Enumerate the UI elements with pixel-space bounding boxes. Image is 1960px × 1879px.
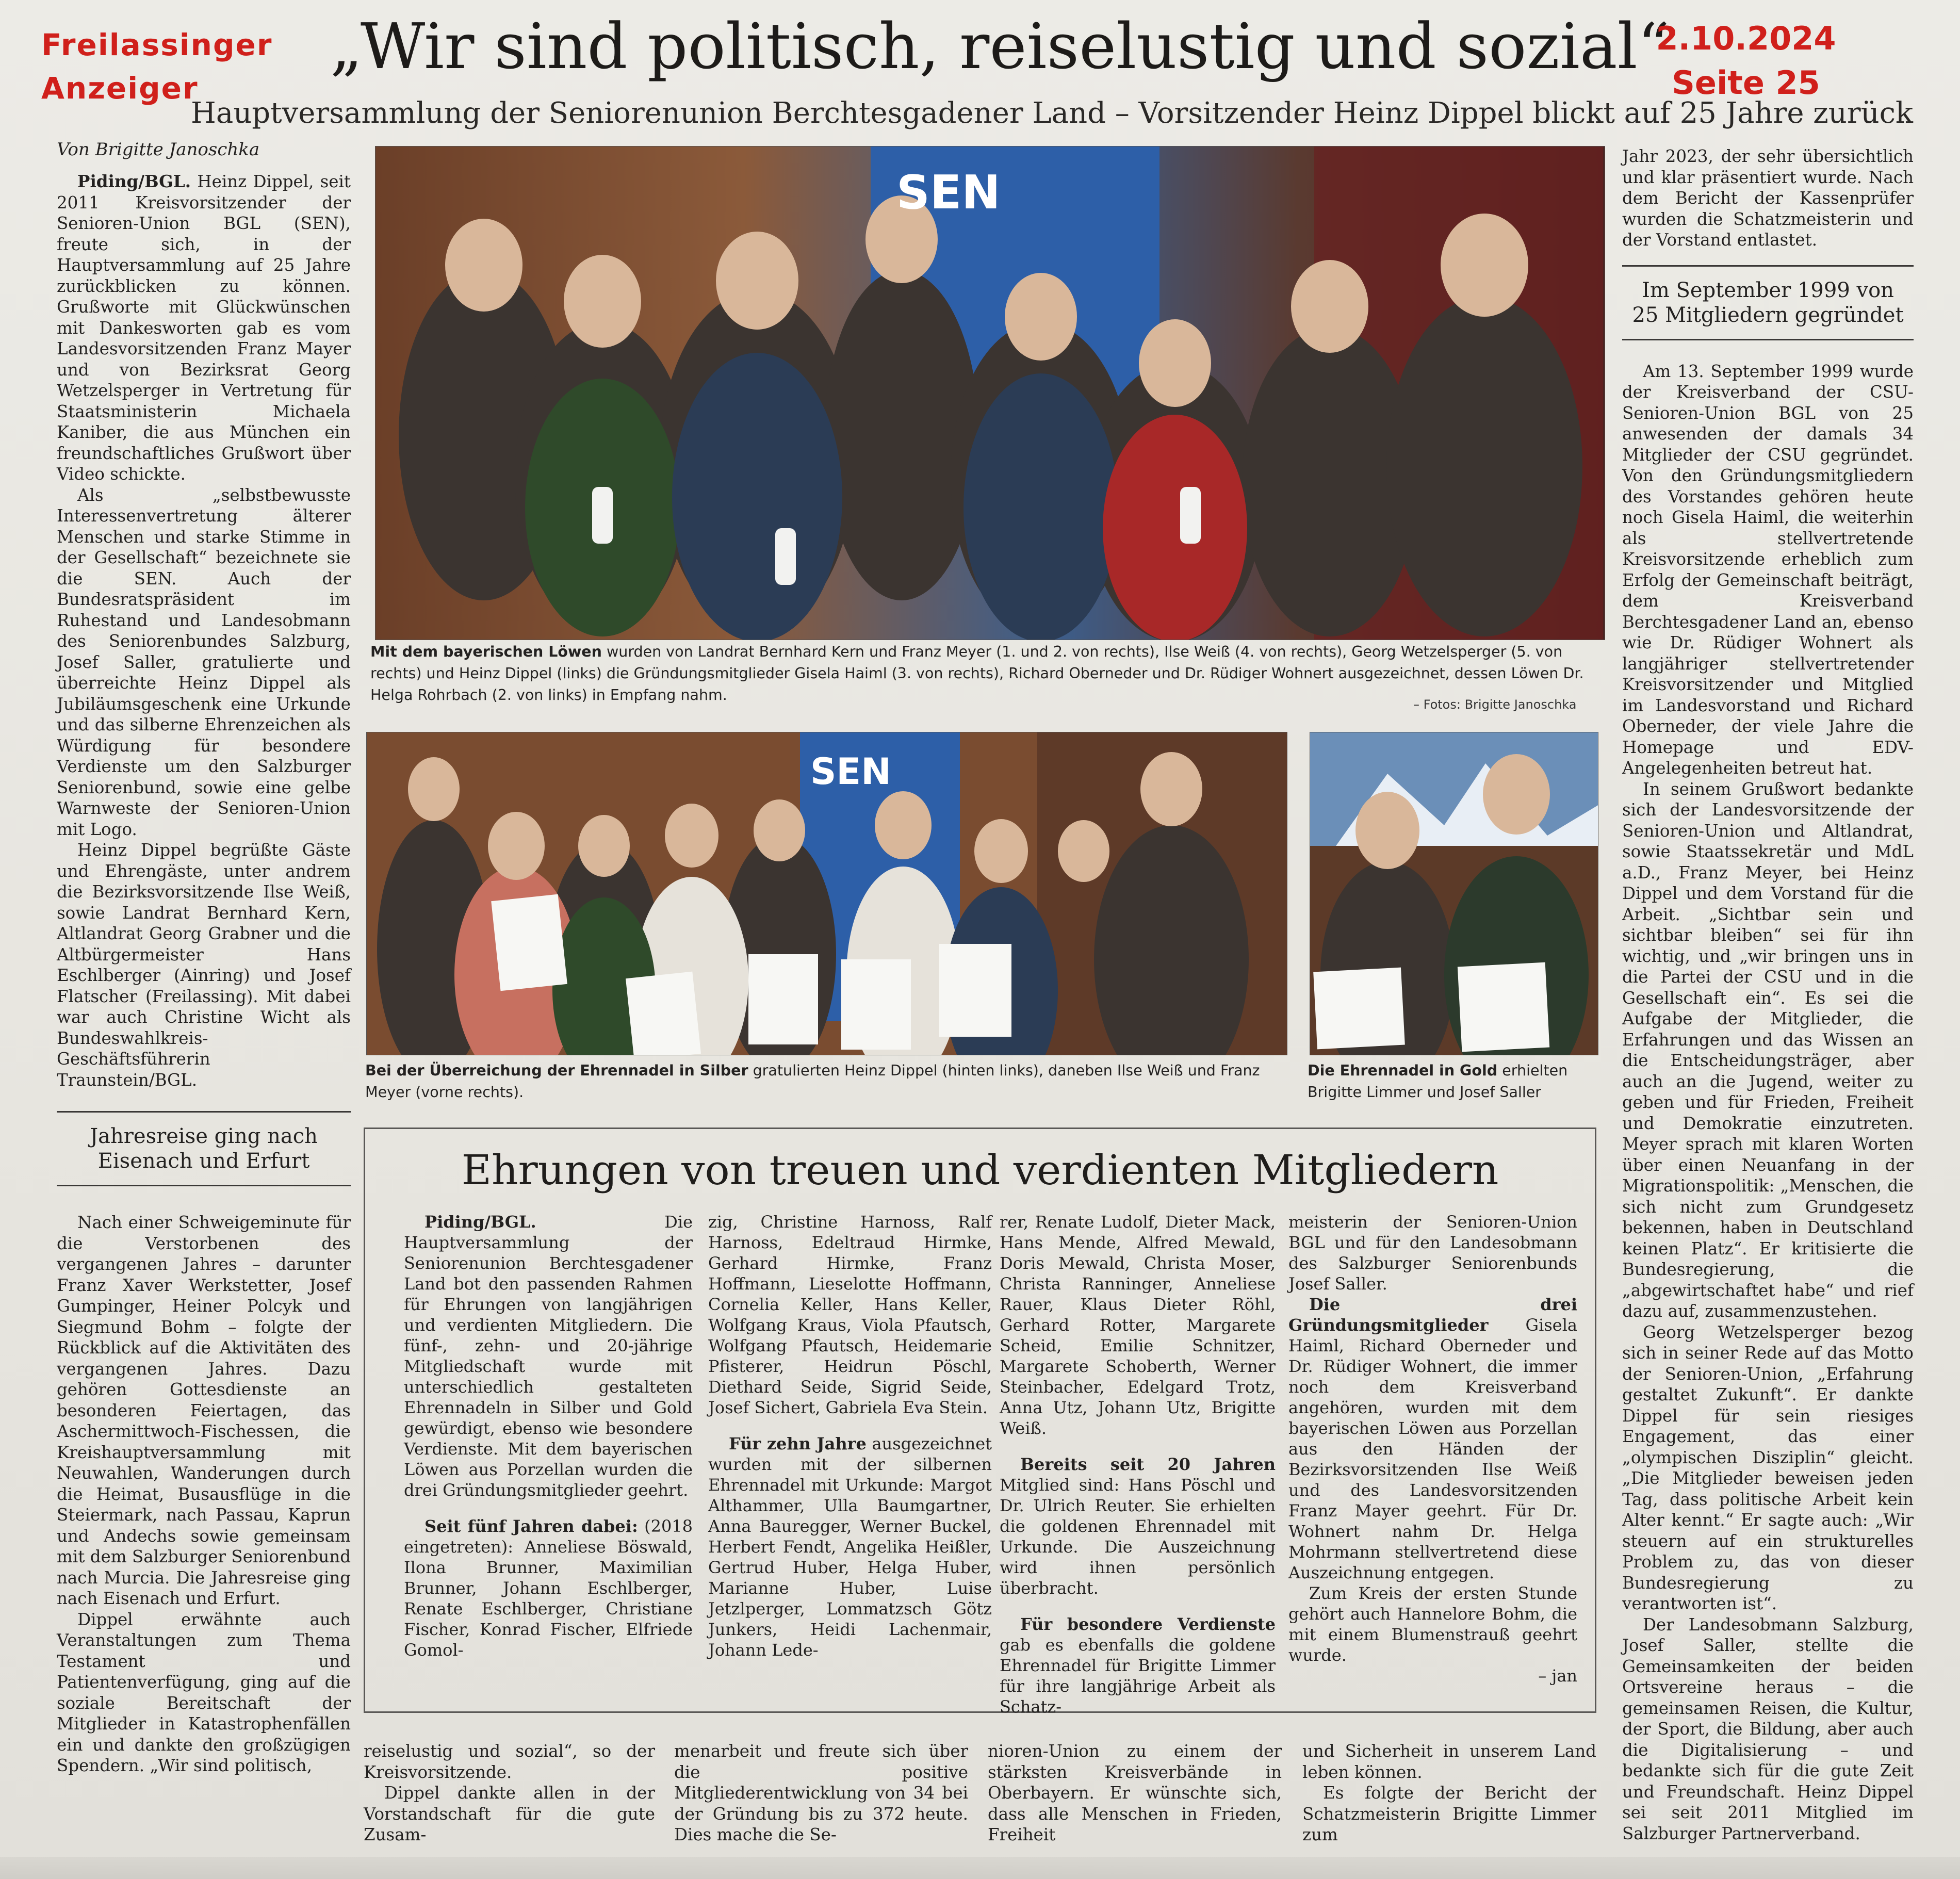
paragraph: [1288, 1294, 1577, 1583]
bottom-column-2: [674, 1741, 968, 1845]
paragraph: reiselustig und sozial“, so der Kreisvorsitzende.: [364, 1741, 655, 1782]
section-subhead: Im September 1999 von 25 Mitgliedern gegründet: [1622, 265, 1914, 340]
paragraph: rer, Renate Ludolf, Dieter Mack, Hans Mende, Alfred Mewald, Doris Mewald, Christa Moser, Christa Ranninger, Anneliese Rauer, Klaus Dieter Röhl, Gerhard Rotter, Margarete Scheid, Emilie Schnitzer, Margarete Schoberth, Werner Steinbacher, Edelgard Trotz, Anna Utz, Johann Utz, Brigitte Weiß.: [1000, 1212, 1276, 1438]
paragraph-text: Gisela Haiml, Richard Oberneder und Dr. Rüdiger Wohnert, die immer noch dem Kreisverband angehören, wurden mit dem bayerischen Löwen aus Porzellan aus den Händen der Bezirksvorsitzenden Ilse Weiß und des Landesvorsitzenden Franz Mayer geehrt. Für Dr. Wohnert nahm Dr. Helga Mohrmann stellvertretend diese Auszeichnung entgegen.: [1288, 1315, 1577, 1582]
paragraph-lead: Für besondere Verdienste: [1020, 1614, 1276, 1634]
paragraph: Der Landesobmann Salzburg, Josef Saller, stellte die Gemeinsamkeiten der beiden Ortsvereine heraus – die gemeinsamen Reisen, die Kultur, der Sport, die Bildung, aber auch die Digitalisierung – und bedankte sich für die gute Zeit und Freundschaft. Heinz Dippel sei seit 2011 Mitglied im Salzburger Partnerverband.: [1622, 1614, 1914, 1843]
issue-date: 2.10.2024: [1656, 20, 1836, 57]
sen-sign: SEN: [810, 750, 891, 793]
paragraph: Als „selbstbewusste Interessenvertretung älterer Menschen und starke Stimme in der Gesellschaft“ bezeichnete sie die SEN. Auch der Bundesratspräsident im Ruhestand und Landesobmann des Seniorenbundes Salzburg, Josef Saller, gratulierte und überreichte Heinz Dippel als Jubiläumsgeschenk eine Urkunde und das silberne Ehrenzeichen als Würdigung für besondere Verdienste um den Salzburger Seniorenbund, sowie eine gelbe Warnweste der Senioren-Union mit Logo.: [57, 485, 351, 839]
group-photo-silver: [366, 732, 1287, 1055]
paragraph: nioren-Union zu einem der stärksten Kreisverbände in Oberbayern. Er wünschte sich, dass alle Menschen in Frieden, Freiheit: [988, 1741, 1282, 1844]
article-column-left: [57, 138, 351, 1776]
paragraph: menarbeit und freute sich über die positive Mitgliederentwicklung von 34 bei der Gründung bis zu 372 heute. Dies mache die Se-: [674, 1741, 968, 1844]
caption-text: erhielten Brigitte Limmer und Josef Saller: [1308, 1062, 1568, 1101]
photo1-caption: [370, 641, 1606, 706]
paragraph: Heinz Dippel begrüßte Gäste und Ehrengäste, unter andrem die Bezirksvorsitzende Ilse Weiß, sowie Landrat Bernhard Kern, Altlandrat Georg Grabner und die Altbürgermeister Hans Eschlberger (Ainring) und Josef Flatscher (Freilassing). Mit dabei war auch Christine Wicht als Bundeswahlkreis-Geschäftsführerin Traunstein/BGL.: [57, 840, 351, 1090]
dateline: Piding/BGL.: [77, 171, 191, 191]
paragraph: Nach einer Schweigeminute für die Verstorbenen des vergangenen Jahres – darunter Franz Xaver Werkstetter, Josef Gumpinger, Heiner Polcyk und Siegmund Bohm – folgte der Rückblick auf die Aktivitäten des vergangenen Jahres. Dazu gehören Gottesdienste an besonderen Feiertagen, das Aschermittwoch-Fischessen, die Kreishauptversammlung mit Neuwahlen, Wanderungen durch die Heimat, Busausflüge in die Steiermark, nach Passau, Kaprun und Andechs sowie gemeinsam mit dem Salzburger Seniorenbund nach Murcia. Die Jahresreise ging nach Eisenach und Erfurt.: [57, 1213, 351, 1608]
article-column-right: [1622, 146, 1914, 1844]
dateline: Piding/BGL.: [424, 1212, 536, 1232]
photo-illustration: [1310, 732, 1598, 1055]
box-title: Ehrungen von treuen und verdienten Mitgliedern: [461, 1146, 1499, 1194]
paragraph: Zum Kreis der ersten Stunde gehört auch Hannelore Bohm, die mit einem Blumenstrauß geehrt wurde.: [1288, 1583, 1577, 1665]
bottom-column-4: [1302, 1741, 1596, 1845]
paragraph-lead: Für zehn Jahre: [729, 1434, 867, 1453]
caption-text: wurden von Landrat Bernhard Kern und Franz Meyer (1. und 2. von rechts), Ilse Weiß (4. von rechts), Georg Wetzelsperger (5. von rechts) und Heinz Dippel (links) die Gründungsmitglieder Gisela Haiml (3. von rechts), Richard Oberneder und Dr. Rüdiger Wohnert ausgezeichnet, dessen Löwen Dr. Helga Rohrbach (2. von links) in Empfang nahm.: [370, 643, 1584, 704]
subheadline: Hauptversammlung der Seniorenunion Berchtesgadener Land – Vorsitzender Heinz Dippel blickt auf 25 Jahre zurück: [191, 96, 1913, 130]
headline: „Wir sind politisch, reiselustig und sozial“: [330, 10, 1670, 83]
paragraph: [57, 171, 351, 485]
photo-illustration: [367, 732, 1287, 1055]
photo-credit: – Fotos: Brigitte Janoschka: [1413, 697, 1577, 712]
paragraph: Dippel dankte allen in der Vorstandschaft für die gute Zusam-: [364, 1783, 655, 1844]
paragraph: Am 13. September 1999 wurde der Kreisverband der CSU-Senioren-Union BGL von 25 anwesenden der damals 34 Mitglieder der CSU gegründet. Von den Gründungsmitgliedern des Vorstandes gehören heute noch Gisela Haiml, die weiterhin als stellvertretende Kreisvorsitzende erheblich zum Erfolg der Gemeinschaft beiträgt, dem Kreisverband Berchtesgadener Land an, ebenso wie Dr. Rüdiger Wohnert als langjähriger stellvertretender Kreisvorsitzender und Mitglied im Landesvorstand und Richard Oberneder, der viele Jahre die Homepage und EDV-Angelegenheiten betreut hat.: [1622, 361, 1914, 778]
box-column-1: [404, 1212, 693, 1660]
paragraph: [1000, 1454, 1276, 1598]
section-subhead: Jahresreise ging nach Eisenach und Erfurt: [57, 1111, 351, 1186]
photo-illustration: [375, 146, 1605, 640]
paragraph: [1000, 1614, 1276, 1717]
caption-lead: Mit dem bayerischen Löwen: [370, 643, 602, 660]
photo2-caption: [365, 1060, 1294, 1103]
honors-box: [364, 1128, 1596, 1717]
bottom-column-3: [988, 1741, 1282, 1845]
paragraph: [404, 1212, 693, 1500]
photo3-caption: [1308, 1060, 1607, 1103]
paragraph-text: ausgezeichnet wurden mit der silbernen Ehrennadel mit Urkunde: Margot Althammer, Ulla Baumgartner, Anna Bauregger, Werner Buckel, Herbert Fendt, Angelika Heißler, Gertrud Huber, Helga Huber, Marianne Huber, Luise Jetzlperger, Lommatzsch Götz Junkers, Heidi Lachenmair, Johann Lede-: [708, 1434, 992, 1660]
page-bottom-edge: [0, 1857, 1960, 1879]
paragraph-text: gab es ebenfalls die goldene Ehrennadel für Brigitte Limmer für ihre langjährige Arbeit als Schatz-: [1000, 1635, 1276, 1717]
paragraph: Georg Wetzelsperger bezog sich in seiner Rede auf das Motto der Senioren-Union, „Erfahrung gestaltet Zukunft“. Er dankte Dippel für sein riesiges Engagement, das einer „olympischen Disziplin“ gleicht. „Die Mitglieder beweisen jeden Tag, dass politische Arbeit kein Alter kennt.“ Er sagte auch: „Wir steuern auf ein strukturelles Problem zu, das von dieser Bundesregierung zu verantworten ist“.: [1622, 1322, 1914, 1613]
box-column-2: [708, 1212, 992, 1660]
paragraph: und Sicherheit in unserem Land leben können.: [1302, 1741, 1596, 1782]
page-number: Seite 25: [1672, 64, 1820, 102]
paragraph-text: (2018 eingetreten): Anneliese Böswald, Ilona Brunner, Maximilian Brunner, Johann Eschlberger, Renate Eschlberger, Christiane Fischer, Konrad Fischer, Elfriede Gomol-: [404, 1516, 693, 1660]
paragraph: [708, 1433, 992, 1660]
paragraph: Dippel erwähnte auch Veranstaltungen zum Thema Testament und Patientenverfügung, ging auf die soziale Bereitschaft der Mitglieder in Katastrophenfällen ein und dankte den großzügigen Spendern. „Wir sind politisch,: [57, 1609, 351, 1775]
byline: Von Brigitte Janoschka: [57, 139, 260, 160]
paragraph-text: Mitglied sind: Hans Pöschl und Dr. Ulrich Reuter. Sie erhielten die goldenen Ehrennadel mit Urkunde. Die Auszeichnung wird ihnen persönlich überbracht.: [1000, 1475, 1276, 1598]
box-column-4: [1288, 1212, 1577, 1686]
paragraph-text: Die Hauptversammlung der Seniorenunion Berchtesgadener Land bot den passenden Rahmen für Ehrungen von langjährigen und verdienten Mitgliedern. Die fünf-, zehn- und 20-jährige Mitgliedschaft wurde mit unterschiedlich gestalteten Ehrennadeln in Silber und Gold gewürdigt, ebenso wie besondere Verdienste. Mit dem bayerischen Löwen aus Porzellan wurden die drei Gründungsmitglieder geehrt.: [404, 1212, 693, 1500]
paragraph-lead: Bereits seit 20 Jahren: [1020, 1455, 1276, 1474]
box-column-3: [992, 1212, 1276, 1717]
paragraph: Jahr 2023, der sehr übersichtlich und klar präsentiert wurde. Nach dem Bericht der Kassenprüfer wurden die Schatzmeisterin und der Vorstand entlastet.: [1622, 146, 1914, 250]
masthead-line2: Anzeiger: [41, 71, 199, 106]
group-photo-lions: [375, 146, 1605, 640]
paragraph: [404, 1516, 693, 1660]
caption-text: gratulierten Heinz Dippel (hinten links), daneben Ilse Weiß und Franz Meyer (vorne rechts).: [365, 1062, 1260, 1101]
caption-lead: Die Ehrennadel in Gold: [1308, 1062, 1498, 1079]
paragraph: Es folgte der Bericht der Schatzmeisterin Brigitte Limmer zum: [1302, 1783, 1596, 1844]
bottom-column-1: [364, 1741, 655, 1845]
paragraph-lead: Die drei Gründungsmitglieder: [1288, 1295, 1577, 1335]
author-initials: – jan: [1538, 1666, 1577, 1686]
date-info: [1643, 17, 1849, 105]
photo-gold-pin: [1310, 732, 1598, 1055]
paragraph: In seinem Grußwort bedankte sich der Landesvorsitzende der Senioren-Union und Altlandrat, sowie Staatssekretär und MdL a.D., Franz Meyer, bei Heinz Dippel und dem Vorstand für die Arbeit. „Sichtbar sein und sichtbar bleiben“ sei für ihn wichtig, und „wir bringen uns in die Partei der CSU und in die Gesellschaft ein“. Es sei die Aufgabe der Mitglieder, die Erfahrungen und das Wissen an die Entscheidungsträger, aber auch an die Jugend, weiter zu geben und für Frieden, Freiheit und Demokratie einzutreten. Meyer sprach mit klaren Worten über einen Neuanfang in der Migrationspolitik: „Menschen, die sich nicht zum Grundgesetz bekennen, haben in Deutschland keinen Platz“. Er kritisierte die Bundesregierung, die „abgewirtschaftet habe“ und rief dazu auf, zusammenzustehen.: [1622, 779, 1914, 1321]
paragraph: meisterin der Senioren-Union BGL und für den Landesobmann des Salzburger Seniorenbunds Josef Saller.: [1288, 1212, 1577, 1294]
caption-lead: Bei der Überreichung der Ehrennadel in Silber: [365, 1062, 748, 1079]
paragraph: zig, Christine Harnoss, Ralf Harnoss, Edeltraud Hirmke, Gerhard Hirmke, Franz Hoffmann, Lieselotte Hoffmann, Cornelia Keller, Hans Keller, Wolfgang Kraus, Viola Pfautsch, Wolfgang Pfautsch, Heidemarie Pfisterer, Heidrun Pöschl, Diethard Seide, Sigrid Seide, Josef Sichert, Gabriela Eva Stein.: [708, 1212, 992, 1417]
paragraph-lead: Seit fünf Jahren dabei:: [424, 1516, 638, 1536]
masthead-line1: Freilassinger: [41, 27, 273, 62]
paragraph-text: Heinz Dippel, seit 2011 Kreisvorsitzender der Senioren-Union BGL (SEN), freute sich, in der Hauptversammlung auf 25 Jahre zurückblicken zu können. Grußworte mit Glückwünschen mit Dankesworten gab es vom Landesvorsitzenden Franz Mayer und von Bezirksrat Georg Wetzelsperger in Vertretung für Staatsministerin Michaela Kaniber, die aus München ein freundschaftliches Grußwort über Video schickte.: [57, 172, 351, 484]
sen-sign: SEN: [896, 166, 1001, 220]
